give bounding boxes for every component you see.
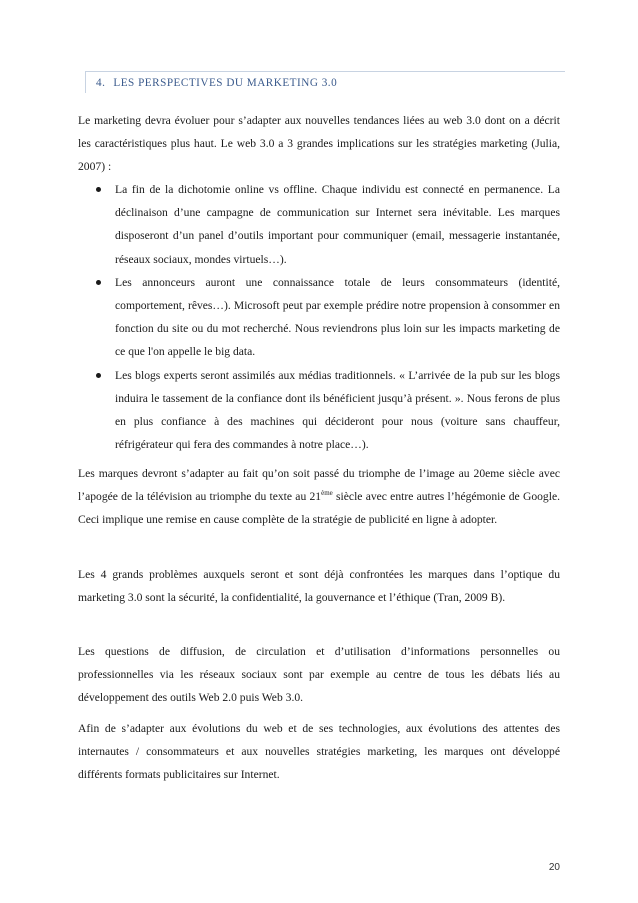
intro-paragraph: Le marketing devra évoluer pour s’adapter aux nouvelles tendances liées au web 3.0 dont on a décrit les caractéristiques plus haut. Le web 3.0 a 3 grandes implications sur les stratégies marketing (Julia, 2007) : [78, 114, 560, 174]
section-heading [85, 71, 565, 93]
bullet-icon [96, 187, 101, 192]
list-item-text: Les annonceurs auront une connaissance totale de leurs consommateurs (identité, comportement, rêves…). Microsoft peut par exemple prédire notre propension à consommer en fonction du site ou du mot recherché. Nous reviendrons plus loin sur les impacts marketing de ce que l'on appelle le big data. [115, 275, 560, 359]
paragraph-image-vs-text [78, 462, 560, 532]
list-item [78, 178, 560, 271]
list-item [78, 364, 560, 457]
superscript: ème [321, 489, 333, 498]
section-number: 4. [96, 77, 106, 89]
paragraph-personal-data: Les questions de diffusion, de circulation et d’utilisation d’informations personnelles ou professionnelles via les réseaux sociaux sont par exemple au centre de tous les débats liés au développement des outils Web 2.0 puis Web 3.0. [78, 645, 560, 705]
bullet-icon [96, 280, 101, 285]
page-number: 20 [548, 862, 560, 873]
bullet-icon [96, 373, 101, 378]
section-title: LES PERSPECTIVES DU MARKETING 3.0 [113, 77, 338, 89]
paragraph-problems: Les 4 grands problèmes auxquels seront et sont déjà confrontées les marques dans l’optique du marketing 3.0 sont la sécurité, la confidentialité, la gouvernance et l’éthique (Tran, 2009 B). [78, 568, 560, 605]
paragraph-text: Les marques devront s’adapter au fait qu’on soit passé du triomphe de l’image au 20eme siècle avec l’apogée de la télévision au triomphe du texte au 21 [78, 467, 560, 504]
list-item-text: La fin de la dichotomie online vs offline. Chaque individu est connecté en permanence. La déclinaison d’une campagne de communication sur Internet sera inévitable. Les marques disposeront d’un panel d’outils important pour communiquer (email, messagerie instantanée, réseaux sociaux, mondes virtuels…). [115, 183, 560, 266]
list-item [78, 271, 560, 364]
paragraph-text: siècle avec entre autres l’hégémonie de Google. Ceci implique une remise en cause complète de la stratégie de publicité en ligne à adopter. [78, 490, 560, 527]
list-item-text: Les blogs experts seront assimilés aux médias traditionnels. « L’arrivée de la pub sur les blogs induira le tassement de la confiance dont ils bénéficient jusqu’à présent. ». Nous ferons de plus en plus confiance à des machines qui décideront pour nous (voiture sans chauffeur, réfrigérateur qui fera des commandes à notre place…). [115, 368, 560, 452]
implications-list [78, 178, 560, 456]
paragraph-ad-formats: Afin de s’adapter aux évolutions du web et de ses technologies, aux évolutions des attentes des internautes / consommateurs et aux nouvelles stratégies marketing, les marques ont développé différents formats publicitaires sur Internet. [78, 722, 560, 782]
